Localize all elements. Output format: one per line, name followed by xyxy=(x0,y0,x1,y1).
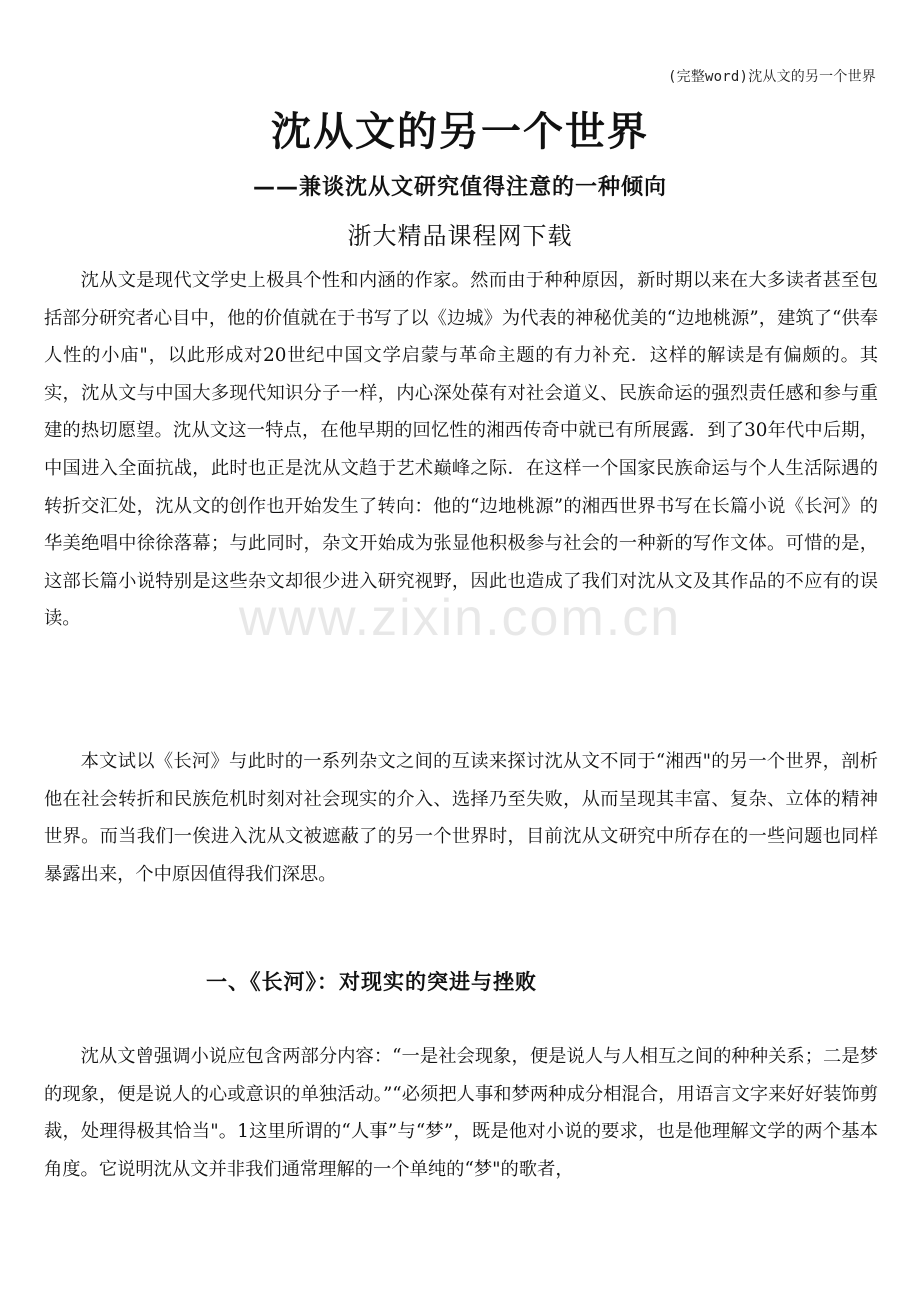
running-header: (完整word)沈从文的另一个世界 xyxy=(668,69,876,85)
watermark: www.zixin.com.cn xyxy=(238,589,682,647)
paragraph-intro: 沈从文是现代文学史上极具个性和内涵的作家。然而由于种种原因，新时期以来在大多读者甚至包括部分研究者心目中，他的价值就在于书写了以《边城》为代表的神秘优美的“边地桃源”，建筑了“供奉人性的小庙"，以此形成对20世纪中国文学启蒙与革命主题的有力补充．这样的解读是有偏颇的。其实，沈从文与中国大多现代知识分子一样，内心深处葆有对社会道义、民族命运的强烈责任感和参与重建的热切愿望。沈从文这一特点，在他早期的回忆性的湘西传奇中就已有所展露．到了30年代中后期，中国进入全面抗战，此时也正是沈从文趋于艺术巅峰之际．在这样一个国家民族命运与个人生活际遇的转折交汇处，沈从文的创作也开始发生了转向：他的“边地桃源”的湘西世界书写在长篇小说《长河》的华美绝唱中徐徐落幕；与此同时，杂文开始成为张显他积极参与社会的一种新的写作文体。可惜的是，这部长篇小说特别是这些杂文却很少进入研究视野，因此也造成了我们对沈从文及其作品的不应有的误读。 xyxy=(44,270,878,630)
section-heading: 一、《长河》：对现实的突进与挫败 xyxy=(206,970,537,994)
document-title: 沈从文的另一个世界 xyxy=(271,109,649,155)
document-subtitle: ——兼谈沈从文研究值得注意的一种倾向 xyxy=(252,175,667,200)
paragraph-purpose: 本文试以《长河》与此时的一系列杂文之间的互读来探讨沈从文不同于“湘西"的另一个世界，剖析他在社会转折和民族危机时刻对社会现实的介入、选择乃至失败，从而呈现其丰富、复杂、立体的精神世界。而当我们一俟进入沈从文被遮蔽了的另一个世界时，目前沈从文研究中所存在的一些问题也同样暴露出来，个中原因值得我们深思。 xyxy=(44,751,878,885)
source-line: 浙大精品课程网下载 xyxy=(347,222,573,250)
paragraph-section-one: 沈从文曾强调小说应包含两部分内容：“一是社会现象，便是说人与人相互之间的种种关系；二是梦的现象，便是说人的心或意识的单独活动。”“必须把人事和梦两种成分相混合，用语言文字来好好装饰剪裁，处理得极其恰当"。1这里所谓的“人事”与“梦”，既是他对小说的要求，也是他理解文学的两个基本角度。它说明沈从文并非我们通常理解的一个单纯的“梦"的歌者， xyxy=(44,1046,878,1180)
